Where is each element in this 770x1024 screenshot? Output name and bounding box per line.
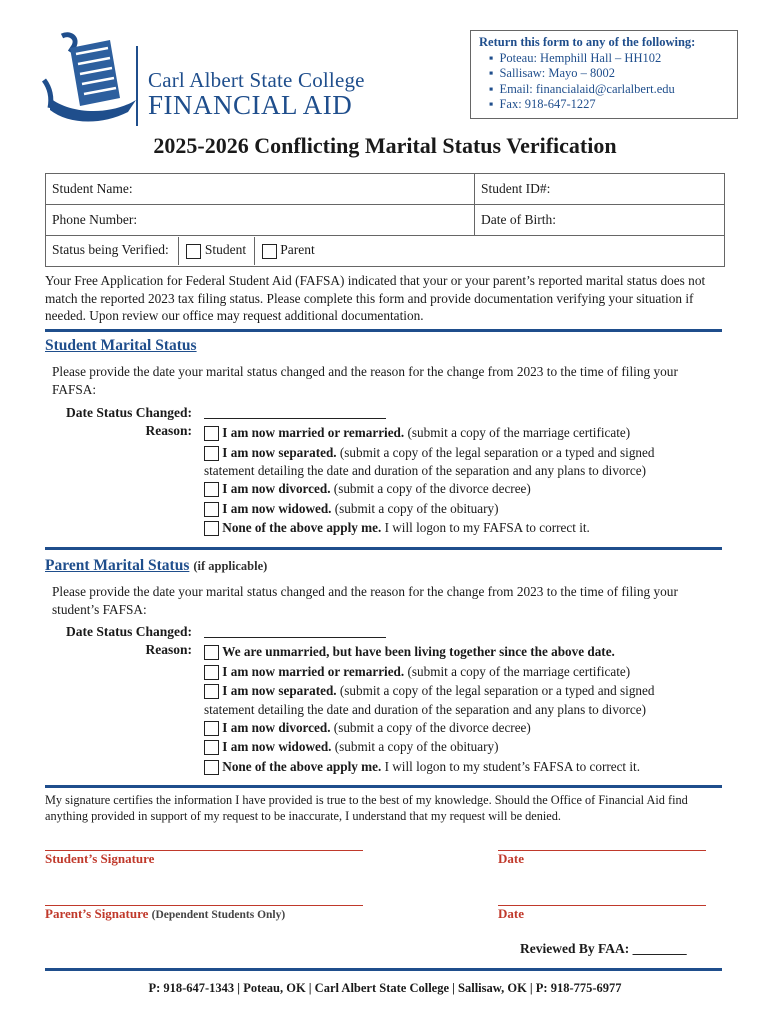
parent-option-widowed: I am now widowed. (submit a copy of the obituary): [204, 737, 724, 757]
student-option-separated-cont: statement detailing the date and duration of the separation and any plans to divorce): [204, 463, 647, 478]
parent-option-unmarried: We are unmarried, but have been living together since the above date.: [204, 642, 724, 662]
parent-option-label: Parent: [280, 242, 315, 258]
option-checkbox[interactable]: [204, 721, 219, 736]
student-signature-label: Student’s Signature: [45, 851, 155, 866]
return-location-item: ▪ Email: financialaid@carlalbert.edu: [489, 82, 729, 98]
parent-signature-note: (Dependent Students Only): [151, 909, 286, 921]
option-checkbox[interactable]: [204, 502, 219, 517]
student-option-label: Student: [204, 242, 247, 258]
college-name: Carl Albert State College: [148, 68, 365, 92]
parent-section-subheading: (if applicable): [193, 559, 268, 573]
return-instructions-box: [470, 30, 738, 119]
parent-option-separated: I am now separated. (submit a copy of the legal separation or a typed and signed: [204, 681, 724, 701]
footer-contact: P: 918-647-1343 | Poteau, OK | Carl Albert State College | Sallisaw, OK | P: 918-775-6977: [148, 981, 622, 995]
student-option-none: None of the above apply me. I will logon to my FAFSA to correct it.: [204, 518, 724, 538]
parent-reason-options: [204, 642, 724, 776]
option-checkbox[interactable]: [204, 645, 219, 660]
option-checkbox[interactable]: [204, 426, 219, 441]
student-date-line[interactable]: [498, 850, 706, 851]
student-option-separated: I am now separated. (submit a copy of the legal separation or a typed and signed: [204, 443, 724, 463]
parent-section-heading: Parent Marital Status: [45, 557, 190, 574]
parent-checkbox[interactable]: [262, 244, 277, 259]
student-date-input[interactable]: [204, 418, 386, 419]
return-location-item: ▪ Sallisaw: Mayo – 8002: [489, 66, 729, 82]
student-name-field[interactable]: Student Name:: [46, 174, 475, 205]
page-title: 2025-2026 Conflicting Marital Status Verification: [153, 133, 617, 158]
certification-text: My signature certifies the information I have provided is true to the best of my knowledge. Should the Office of Financial Aid find anything provided in support of my request to be inaccurate, I understand that my request will be denied.: [45, 793, 688, 823]
section-divider: [45, 329, 722, 332]
status-verified-label: Status being Verified:: [52, 242, 169, 258]
footer-divider: [45, 968, 722, 971]
section-divider: [45, 547, 722, 550]
parent-option-separated-cont: statement detailing the date and duration of the separation and any plans to divorce): [204, 701, 647, 717]
logo: [40, 28, 365, 128]
student-reason-options: [204, 423, 724, 538]
student-date-sig-label: Date: [498, 851, 524, 866]
parent-date-input[interactable]: [204, 637, 386, 638]
student-option-divorced: I am now divorced. (submit a copy of the divorce decree): [204, 479, 724, 499]
status-verified-row: [46, 236, 725, 267]
student-section-heading: Student Marital Status: [45, 337, 197, 354]
return-locations-list: [479, 51, 729, 113]
option-checkbox[interactable]: [204, 521, 219, 536]
parent-option-married: I am now married or remarried. (submit a copy of the marriage certificate): [204, 662, 724, 682]
student-checkbox[interactable]: [186, 244, 201, 259]
section-divider: [45, 785, 722, 788]
return-heading: Return this form to any of the following:: [479, 35, 696, 49]
parent-date-label: Date Status Changed:: [65, 624, 192, 639]
parent-option-divorced: I am now divorced. (submit a copy of the divorce decree): [204, 718, 724, 738]
parent-date-line[interactable]: [498, 905, 706, 906]
student-option-married: I am now married or remarried. (submit a copy of the marriage certificate): [204, 423, 724, 443]
option-checkbox[interactable]: [204, 446, 219, 461]
option-checkbox[interactable]: [204, 482, 219, 497]
date-of-birth-field[interactable]: Date of Birth:: [475, 205, 725, 236]
student-info-table: [45, 173, 725, 267]
parent-section-title: [45, 557, 267, 575]
parent-date-sig-label: Date: [498, 906, 524, 921]
student-id-field[interactable]: Student ID#:: [475, 174, 725, 205]
student-date-label: Date Status Changed:: [65, 405, 192, 420]
parent-option-none: None of the above apply me. I will logon to my student’s FAFSA to correct it.: [204, 757, 724, 777]
option-checkbox[interactable]: [204, 740, 219, 755]
parent-instructions: Please provide the date your marital status changed and the reason for the change from 2023 to the time of filing your student’s FAFSA:: [52, 584, 678, 617]
parent-signature-text: Parent’s Signature: [45, 906, 149, 921]
option-checkbox[interactable]: [204, 684, 219, 699]
student-reason-label: Reason:: [145, 423, 192, 438]
department-name: FINANCIAL AID: [148, 90, 353, 120]
parent-signature-label: [45, 906, 285, 922]
option-checkbox[interactable]: [204, 760, 219, 775]
intro-paragraph: Your Free Application for Federal Student Aid (FAFSA) indicated that your or your parent’s reported marital status does not match the reported 2023 tax filing status. Please complete this form and provide documentation verifying your situation if needed. Upon review our office may request additional documentation.: [45, 273, 706, 323]
return-location-item: ▪ Fax: 918-647-1227: [489, 97, 729, 113]
option-checkbox[interactable]: [204, 665, 219, 680]
student-option-widowed: I am now widowed. (submit a copy of the obituary): [204, 499, 724, 519]
viking-ship-logo-icon: [40, 28, 140, 128]
phone-number-field[interactable]: Phone Number:: [46, 205, 475, 236]
student-instructions: Please provide the date your marital status changed and the reason for the change from 2023 to the time of filing your FAFSA:: [52, 364, 678, 397]
return-location-item: ▪ Poteau: Hemphill Hall – HH102: [489, 51, 729, 67]
reviewed-by-faa: Reviewed By FAA: ________: [520, 941, 687, 956]
parent-reason-label: Reason:: [145, 642, 192, 657]
